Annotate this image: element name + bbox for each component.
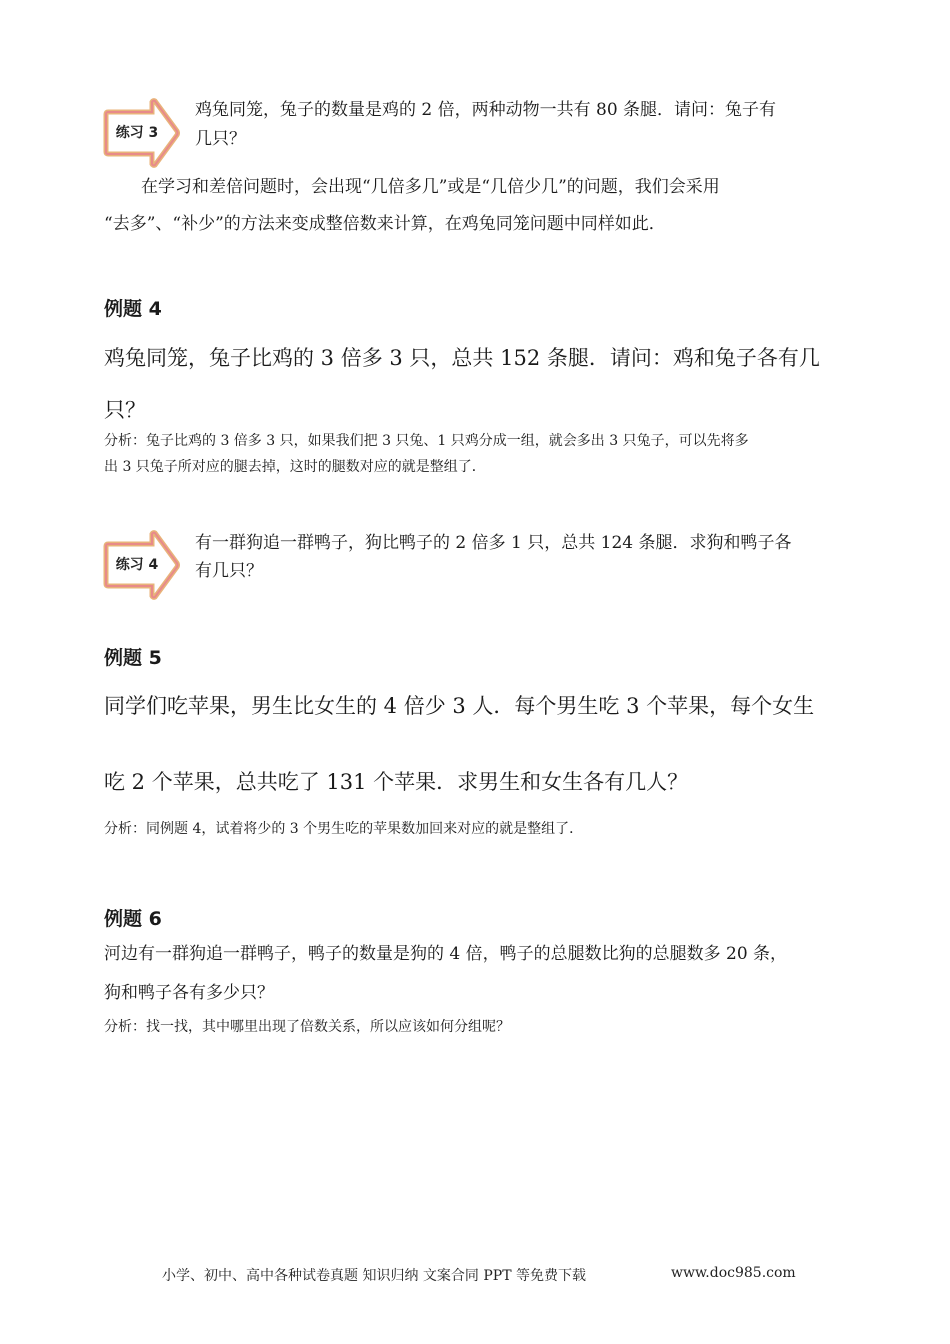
- intro-line-2: “去多”、“补少”的方法来变成整倍数来计算，在鸡兔同笼问题中同样如此．: [104, 214, 666, 234]
- intro-line-1: 在学习和差倍问题时，会出现“几倍多几”或是“几倍少几”的问题，我们会采用: [141, 177, 720, 197]
- example-5-title: 例题 5: [104, 647, 162, 669]
- practice-3-label: 练习 3: [115, 125, 159, 141]
- example-4-line-2: 只？: [104, 398, 146, 422]
- example-6-analysis: 分析：找一找，其中哪里出现了倍数关系，所以应该如何分组呢？: [104, 1019, 510, 1035]
- example-4-line-1: 鸡兔同笼，兔子比鸡的 3 倍多 3 只，总共 152 条腿．请问：鸡和兔子各有几: [104, 346, 820, 370]
- practice-4-line-2: 有几只？: [195, 561, 263, 581]
- practice-4-line-1: 有一群狗追一群鸭子，狗比鸭子的 2 倍多 1 只，总共 124 条腿．求狗和鸭子各: [195, 533, 792, 553]
- practice-4-label: 练习 4: [115, 557, 159, 573]
- footer-url[interactable]: www.doc985.com: [671, 1265, 796, 1281]
- practice-4-badge: [100, 530, 180, 600]
- practice-3-line-2: 几只？: [195, 129, 246, 149]
- example-6-line-1: 河边有一群狗追一群鸭子，鸭子的数量是狗的 4 倍，鸭子的总腿数比狗的总腿数多 20 条，: [104, 944, 788, 964]
- example-5-line-1: 同学们吃苹果，男生比女生的 4 倍少 3 人．每个男生吃 3 个苹果，每个女生: [104, 694, 815, 718]
- practice-3-badge: [100, 98, 180, 168]
- example-4-analysis-1: 分析：兔子比鸡的 3 倍多 3 只，如果我们把 3 只兔、1 只鸡分成一组，就会多出 3 只兔子，可以先将多: [104, 433, 749, 449]
- example-4-analysis-2: 出 3 只兔子所对应的腿去掉，这时的腿数对应的就是整组了．: [104, 459, 486, 475]
- example-6-line-2: 狗和鸭子各有多少只？: [104, 983, 274, 1003]
- example-4-title: 例题 4: [104, 298, 162, 320]
- example-5-analysis: 分析：同例题 4，试着将少的 3 个男生吃的苹果数加回来对应的就是整组了．: [104, 821, 584, 837]
- example-5-line-2: 吃 2 个苹果，总共吃了 131 个苹果．求男生和女生各有几人？: [104, 770, 689, 794]
- example-6-title: 例题 6: [104, 908, 162, 930]
- practice-3-line-1: 鸡兔同笼，兔子的数量是鸡的 2 倍，两种动物一共有 80 条腿．请问：兔子有: [195, 100, 777, 120]
- footer-text: 小学、初中、高中各种试卷真题 知识归纳 文案合同 PPT 等免费下载: [162, 1268, 586, 1284]
